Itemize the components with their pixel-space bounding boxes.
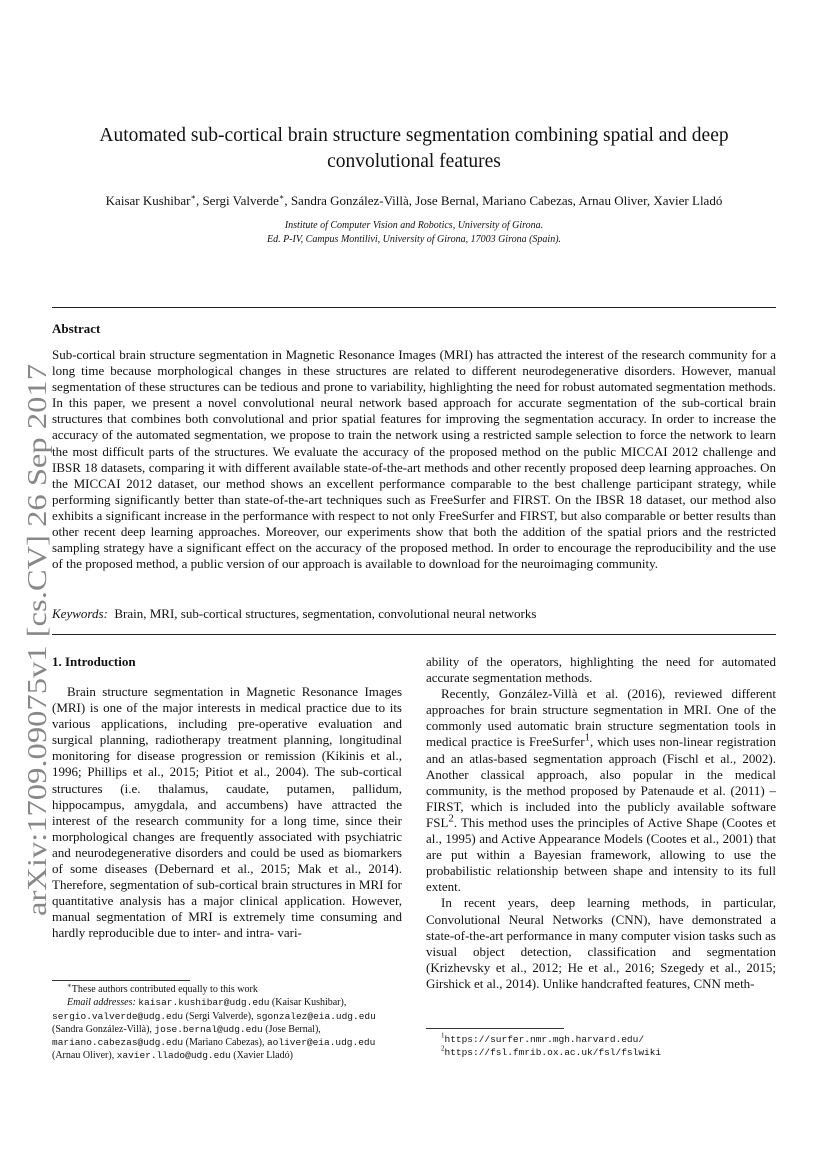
affiliation-line-1: Institute of Computer Vision and Robotics, University of Girona. <box>284 220 544 231</box>
author-2: , Sergi Valverde <box>195 193 279 208</box>
email-address[interactable]: sgonzalez@eia.udg.edu <box>256 1010 376 1022</box>
footnote-1-mark: 1 <box>441 1031 445 1040</box>
intro-p2-part-b: , which uses non-linear registration and an atlas-based segmentation approach (Fischl et al., 2002). Another classical approach, also popular in the medical community, is the method proposed by Patenaude et al. (2011) – FIRST, which is included into the publicly available software FSL <box>426 734 776 830</box>
email-owner: (Arnau Oliver), <box>52 1050 115 1062</box>
email-owner: (Jose Bernal), <box>265 1023 321 1035</box>
email-address[interactable]: kaisar.kushibar@udg.edu <box>138 997 270 1009</box>
email-owner: (Sandra González-Villà), <box>52 1023 152 1035</box>
intro-paragraph-2 <box>426 686 776 895</box>
abstract-text: Sub-cortical brain structure segmentation in Magnetic Resonance Images (MRI) has attracted the interest of the research community for a long time because morphological changes in these structures are related to different neurodegenerative disorders. However, manual segmentation of these structures can be tedious and prone to variability, highlighting the need for robust automated segmentation methods. In this paper, we present a novel convolutional neural network based approach for accurate segmentation of the sub-cortical brain structures that combines both convolutional and prior spatial features for improving the segmentation accuracy. In order to increase the accuracy of the automated segmentation, we propose to train the network using a restricted sample selection to force the network to learn the most difficult parts of the structures. We evaluate the accuracy of the proposed method on the public MICCAI 2012 challenge and IBSR 18 datasets, comparing it with different available state-of-the-art methods and other recently proposed deep learning approaches. On the MICCAI 2012 dataset, our method shows an excellent performance comparable to the best challenge participant strategy, while performing significantly better than state-of-the-art techniques such as FreeSurfer and FIRST. On the IBSR 18 dataset, our method also exhibits a significant increase in the performance with respect to not only FreeSurfer and FIRST, but also comparable or better results than other recent deep learning approaches. Moreover, our experiments show that both the addition of the spatial priors and the restricted sampling strategy have a significant effect on the accuracy of the proposed method. In order to encourage the reproducibility and the use of the proposed method, a public version of our approach is available to download for the neuroimaging community. <box>52 347 776 572</box>
footnote-1-url[interactable]: https://surfer.nmr.mgh.harvard.edu/ <box>444 1034 645 1045</box>
footnote-ref-2[interactable]: 2 <box>448 812 454 825</box>
email-owner: (Mariano Cabezas), <box>185 1037 265 1049</box>
intro-p2-part-c: . This method uses the principles of Active Shape (Cootes et al., 1995) and Active Appearance Models (Cootes et al., 2001) that are put within a Bayesian framework, allowing to use the probabilistic relationship between shape and intensity to its full extent. <box>426 814 776 895</box>
email-address[interactable]: sergio.valverde@udg.edu <box>52 1010 184 1022</box>
author-1-mark: ∗ <box>190 192 196 202</box>
footnote-equal-text: These authors contributed equally to this work <box>71 984 258 995</box>
footnote-2-url[interactable]: https://fsl.fmrib.ox.ac.uk/fsl/fslwiki <box>444 1047 662 1059</box>
intro-right-column <box>426 654 776 992</box>
title-line-2: convolutional features <box>327 151 501 172</box>
intro-p2-part-a: Recently, González-Villà et al. (2016), reviewed different approaches for brain structure segmentation in MRI. One of the commonly used automatic brain structure segmentation tools in medical practice is FreeSurfer <box>426 686 776 750</box>
footnote-rule-left <box>52 980 190 981</box>
footnote-rule-right <box>426 1028 564 1029</box>
footnote-2-mark: 2 <box>441 1044 445 1053</box>
paper-title <box>60 123 768 175</box>
title-line-1: Automated sub-cortical brain structure segmentation combining spatial and deep <box>99 125 729 146</box>
abstract-top-rule <box>52 307 776 308</box>
arxiv-stamp-svg <box>22 360 52 920</box>
intro-paragraph-3: In recent years, deep learning methods, in particular, Convolutional Neural Networks (CNN), have demonstrated a state-of-the-art performance in many computer vision tasks such as visual object detection, classification and segmentation (Krizhevsky et al., 2012; He et al., 2016; Szegedy et al., 2015; Girshick et al., 2014). Unlike handcrafted features, CNN meth- <box>426 895 776 991</box>
footnote-1 <box>426 1033 776 1046</box>
keywords-text: Brain, MRI, sub-cortical structures, segmentation, convolutional neural networks <box>114 606 537 621</box>
affiliation <box>52 219 776 247</box>
email-address[interactable]: mariano.cabezas@udg.edu <box>52 1037 184 1049</box>
email-owner: (Kaisar Kushibar), <box>271 997 347 1009</box>
keywords-label: Keywords: <box>52 606 108 621</box>
email-owner: (Xavier Lladó) <box>233 1050 293 1062</box>
arxiv-stamp <box>22 360 52 920</box>
footnote-equal-contribution <box>52 983 402 996</box>
intro-paragraph-1: Brain structure segmentation in Magnetic Resonance Images (MRI) is one of the major interests in medical practice due to its various applications, including pre-operative evaluation and surgical planning, radiotherapy treatment planning, longitudinal monitoring for disease progression or remission (Kikinis et al., 1996; Phillips et al., 2015; Pitiot et al., 2004). The sub-cortical structures (i.e. thalamus, caudate, putamen, pallidum, hippocampus, amygdala, and accumbens) have attracted the interest of the research community for a long time, since their morphological changes are frequently associated with psychiatric and neurodegenerative disorders and could be used as biomarkers of some diseases (Debernard et al., 2015; Mak et al., 2014). Therefore, segmentation of sub-cortical brain structures in MRI for quantitative analysis has a major clinical application. However, manual segmentation of MRI is extremely time consuming and hardly reproducible due to inter- and intra- vari- <box>52 684 402 941</box>
email-address[interactable]: jose.bernal@udg.edu <box>154 1023 263 1035</box>
section-heading-introduction: 1. Introduction <box>52 654 136 669</box>
abstract-bottom-rule <box>52 634 776 635</box>
footnote-2 <box>426 1046 776 1059</box>
author-list <box>52 193 776 209</box>
footnotes-left <box>52 983 402 1063</box>
footnote-equal-mark: ∗ <box>67 981 72 990</box>
footnotes-right <box>426 1033 776 1060</box>
affiliation-line-2: Ed. P-IV, Campus Montilivi, University of Girona, 17003 Girona (Spain). <box>266 234 562 245</box>
author-1: Kaisar Kushibar <box>105 193 191 208</box>
arxiv-stamp-text: arXiv:1709.09075v1 [cs.CV] 26 Sep 2017 <box>22 458 52 916</box>
email-address[interactable]: xavier.llado@udg.edu <box>116 1050 231 1062</box>
abstract-heading: Abstract <box>52 321 101 336</box>
email-label: Email addresses: <box>67 997 136 1009</box>
footnote-emails <box>52 996 402 1062</box>
intro-paragraph-1-continued: ability of the operators, highlighting the need for automated accurate segmentation methods. <box>426 654 776 686</box>
intro-left-column <box>52 684 402 942</box>
author-2-mark: ∗ <box>278 192 285 202</box>
email-owner: (Sergi Valverde), <box>185 1010 254 1022</box>
authors-rest: , Sandra González-Villà, Jose Bernal, Mariano Cabezas, Arnau Oliver, Xavier Lladó <box>284 193 723 208</box>
email-address[interactable]: aoliver@eia.udg.edu <box>266 1037 376 1049</box>
keywords <box>52 606 536 622</box>
footnote-ref-1[interactable]: 1 <box>584 732 590 745</box>
